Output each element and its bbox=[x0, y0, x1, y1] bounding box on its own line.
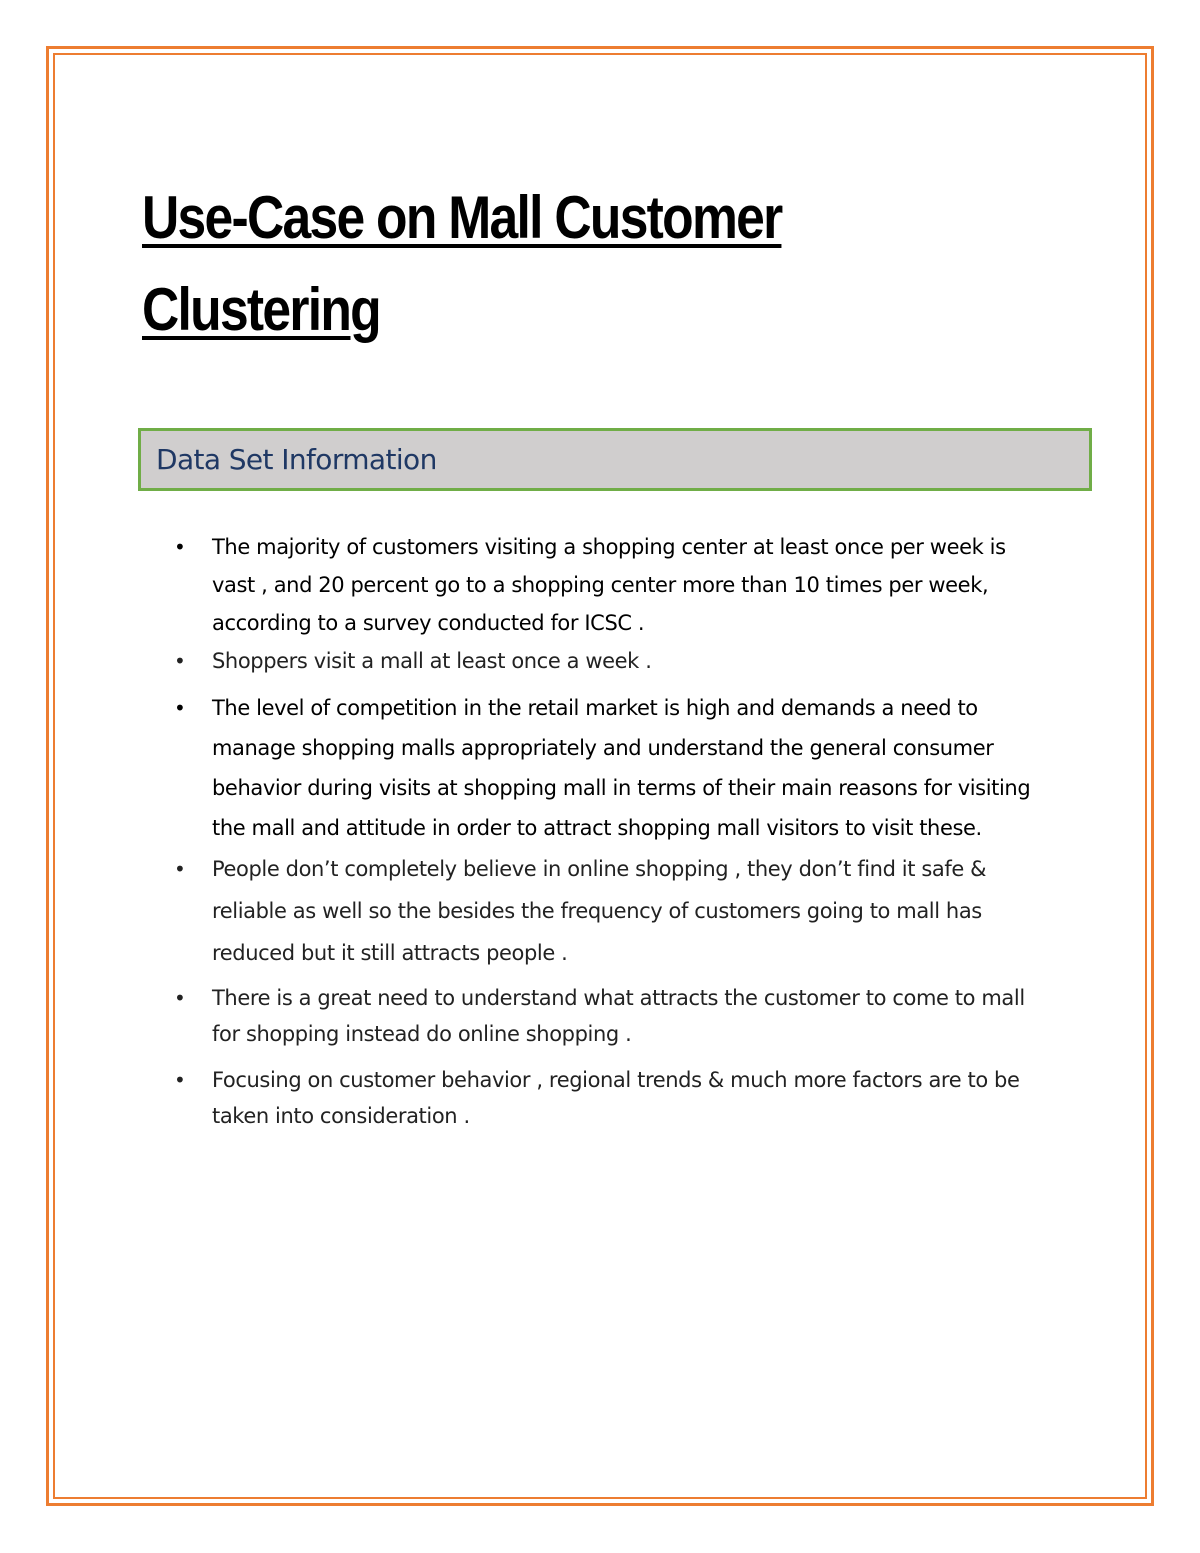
bullet-icon: • bbox=[174, 857, 186, 881]
bullet-icon: • bbox=[174, 1068, 186, 1092]
list-item-text: The level of competition in the retail market is high and demands a need to manage shopping malls appropriately and understand the general consumer behavior during visits at shopping mall in terms of their main reasons for visiting the mall and attitude in order to attract shopping mall visitors to visit these. bbox=[212, 696, 1031, 840]
list-item-text: Shoppers visit a mall at least once a week . bbox=[212, 649, 652, 673]
list-item-text: Focusing on customer behavior , regional trends & much more factors are to be taken into consideration . bbox=[212, 1068, 1020, 1128]
list-item bbox=[172, 980, 1052, 1052]
list-item bbox=[172, 688, 1052, 848]
bullet-icon: • bbox=[174, 986, 186, 1010]
list-item bbox=[172, 642, 1052, 680]
list-item bbox=[172, 848, 1052, 974]
bullet-icon: • bbox=[174, 649, 186, 673]
list-item-text: People don’t completely believe in online shopping , they don’t find it safe & reliable as well so the besides the frequency of customers going to mall has reduced but it still attracts people . bbox=[212, 857, 987, 965]
section-heading-box bbox=[138, 428, 1092, 491]
document-title: Use-Case on Mall Customer Clustering bbox=[142, 184, 782, 343]
section-heading-text: Data Set Information bbox=[156, 443, 437, 476]
list-item bbox=[172, 1062, 1052, 1134]
list-item-text: The majority of customers visiting a shopping center at least once per week is vast , and 20 percent go to a shopping center more than 10 times per week, according to a survey conducted for ICSC . bbox=[212, 535, 1006, 635]
bullet-icon: • bbox=[174, 535, 186, 559]
list-item-text: There is a great need to understand what attracts the customer to come to mall for shopping instead do online shopping . bbox=[212, 986, 1025, 1046]
list-item bbox=[172, 528, 1052, 642]
bullet-list bbox=[172, 528, 1052, 1134]
bullet-icon: • bbox=[174, 696, 186, 720]
